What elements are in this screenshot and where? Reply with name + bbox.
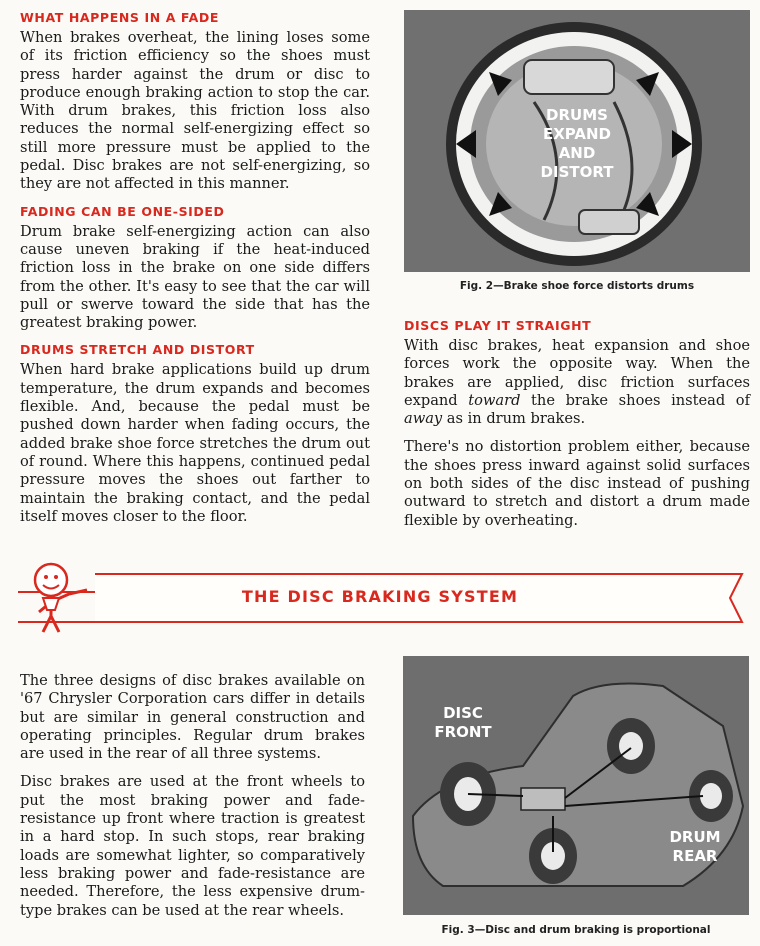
paragraph: There's no distortion problem either, because the shoes press inward against solid surfaces on both sides of the disc instead of pushing outward to stretch and distort a drum made flexible by overheating. — [404, 438, 750, 529]
fig3-car-photo — [403, 656, 749, 915]
car-illustration — [403, 656, 749, 915]
fig2-caption: Fig. 2—Brake shoe force distorts drums — [459, 280, 695, 292]
paragraph — [404, 337, 750, 428]
fig3-label-front: DISC FRONT — [434, 704, 492, 741]
text-run: With disc brakes, heat expansion and shoe forces work the opposite way. When the brakes are applied, disc friction surfaces expand — [404, 337, 750, 409]
paragraph: When hard brake applications build up drum temperature, the drum expands and becomes flexible. And, because the pedal must be pushed down harder when fading occurs, the added brake shoe force stretches the drum out of round. Where this happens, continued pedal pressure moves the shoes out farther to maintain the braking contact, and the pedal itself moves closer to the floor. — [20, 361, 370, 525]
left-bottom-column — [20, 672, 365, 930]
banner-title: THE DISC BRAKING SYSTEM — [241, 587, 519, 606]
left-top-column — [20, 10, 370, 536]
section-heading: WHAT HAPPENS IN A FADE — [20, 10, 220, 25]
text-run: the brake shoes instead of — [520, 391, 750, 409]
text-run: as in drum brakes. — [442, 410, 586, 428]
emphasis: toward — [468, 391, 521, 409]
emphasis: away — [404, 410, 443, 428]
section-heading: DRUMS STRETCH AND DISTORT — [20, 342, 255, 358]
fig3-label-rear: DRUM REAR — [669, 828, 721, 865]
fig2-drum-photo — [404, 10, 750, 272]
right-top-column — [404, 318, 750, 540]
paragraph: Drum brake self-energizing action can also cause uneven braking if the heat-induced friction loss in the brake on one side differs from the other. It's easy to see that the car will pull or swerve toward the side that has the greatest braking power. — [20, 222, 370, 332]
section-one-sided — [20, 204, 370, 333]
section-heading: DISCS PLAY IT STRAIGHT — [404, 318, 592, 333]
paragraph: When brakes overheat, the lining loses some of its friction efficiency so the shoes must press harder against the drum or disc to produce enough braking action to stop the car. With drum brakes, this friction loss also reduces the normal self-energizing effect so still more pressure must be applied to the pedal. Disc brakes are not self-energizing, so they are not affected in this manner. — [20, 29, 370, 193]
section-heading: FADING CAN BE ONE-SIDED — [20, 203, 225, 219]
section-fade — [20, 10, 370, 194]
fig3-caption: Fig. 3—Disc and drum braking is proportional — [441, 924, 711, 936]
fig2-label: DRUMS EXPAND AND DISTORT — [540, 106, 614, 181]
paragraph: Disc brakes are used at the front wheels to put the most braking power and fade-resistance up front where traction is greatest in a hard stop. In such stops, rear braking loads are somewhat lighter, so comparatively less braking power and fade-resistance are needed. Therefore, the less expensive drum-type brakes can be used at the rear wheels. — [20, 773, 365, 919]
paragraph: The three designs of disc brakes available on '67 Chrysler Corporation cars differ in details but are similar in general construction and operating principles. Regular drum brakes are used in the rear of all three systems. — [20, 672, 365, 763]
section-stretch — [20, 342, 370, 526]
